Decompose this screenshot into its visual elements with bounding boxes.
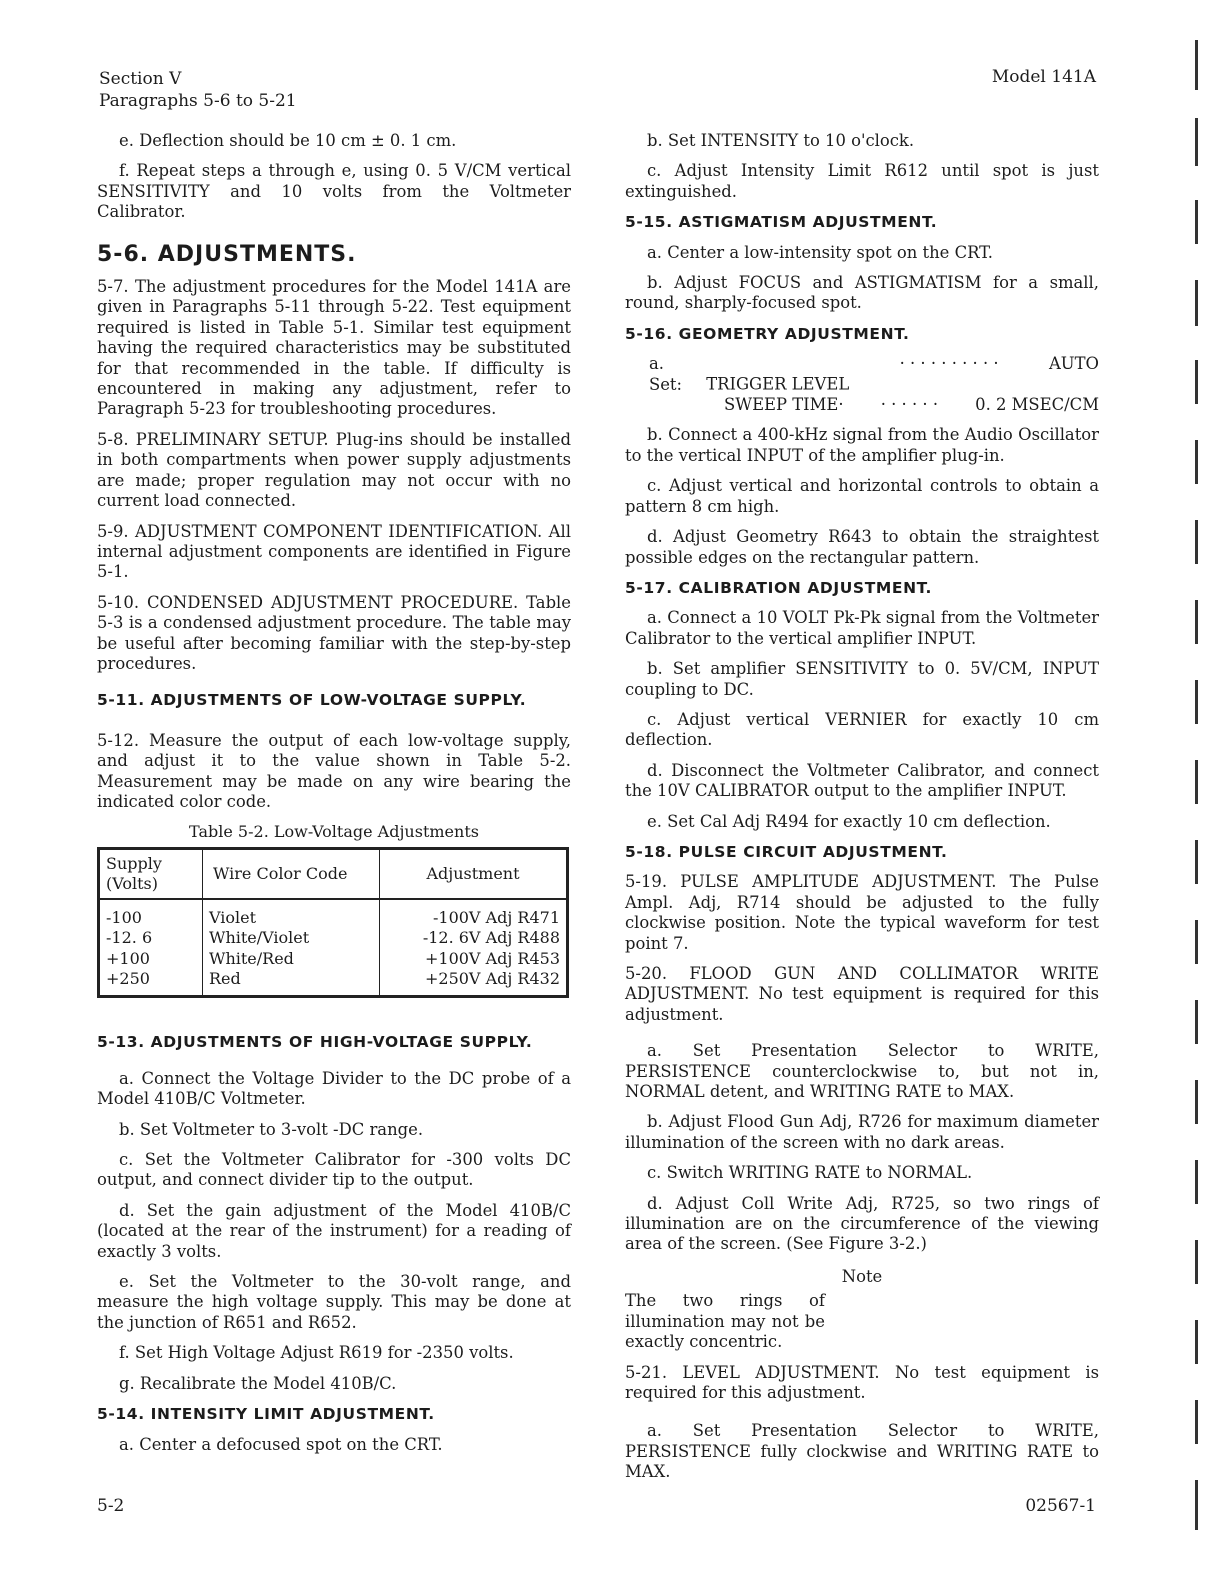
il-step-a: a. Center a defocused spot on the CRT.	[119, 1434, 443, 1454]
binding-mark	[1195, 1320, 1198, 1364]
cell-adjust: -12. 6V Adj R488	[380, 928, 568, 948]
low-voltage-table	[97, 847, 569, 999]
binding-mark	[1195, 920, 1198, 964]
heading-5-16: 5-16. GEOMETRY ADJUSTMENT.	[625, 324, 910, 343]
binding-mark	[1195, 840, 1198, 884]
cal-step-a: a. Connect a 10 VOLT Pk-Pk signal from the Voltmeter Calibrator to the vertical amplifier INPUT.	[625, 608, 1099, 648]
il-step-c: c. Adjust Intensity Limit R612 until spot is just extinguished.	[625, 161, 1099, 201]
cell-adjust: +250V Adj R432	[380, 969, 568, 997]
sweep-time-name: SWEEP TIME·	[724, 395, 844, 415]
as-step-b: b. Adjust FOCUS and ASTIGMATISM for a small, round, sharply-focused spot.	[625, 273, 1099, 313]
model-label: Model 141A	[991, 67, 1096, 87]
para-5-10: 5-10. CONDENSED ADJUSTMENT PROCEDURE. Table 5-3 is a condensed adjustment procedure. The table may be useful after becoming familiar with the step-by-step procedures.	[97, 592, 571, 673]
hv-step-f: f. Set High Voltage Adjust R619 for -2350 volts.	[119, 1343, 514, 1363]
binding-mark	[1195, 40, 1198, 90]
fg-step-c: c. Switch WRITING RATE to NORMAL.	[647, 1163, 973, 1183]
hv-step-a: a. Connect the Voltage Divider to the DC probe of a Model 410B/C Voltmeter.	[97, 1068, 571, 1109]
step-e-deflection: e. Deflection should be 10 cm ± 0. 1 cm.	[119, 131, 457, 150]
leader-dots: · · · · · ·	[880, 395, 939, 415]
cal-step-b: b. Set amplifier SENSITIVITY to 0. 5V/CM, INPUT coupling to DC.	[625, 659, 1099, 699]
para-5-21: 5-21. LEVEL ADJUSTMENT. No test equipment is required for this adjustment.	[625, 1362, 1099, 1402]
para-5-19: 5-19. PULSE AMPLITUDE ADJUSTMENT. The Pulse Ampl. Adj, R714 should be adjusted to the fully clockwise position. Note the typical waveform for test point 7.	[625, 872, 1099, 953]
sweep-time-value: 0. 2 MSEC/CM	[975, 395, 1099, 415]
hv-step-c: c. Set the Voltmeter Calibrator for -300 volts DC output, and connect divider tip to the output.	[97, 1150, 571, 1190]
hv-step-e: e. Set the Voltmeter to the 30-volt range, and measure the high voltage supply. This may be done at the junction of R651 and R652.	[97, 1272, 571, 1332]
table-header-row	[99, 848, 568, 899]
col-header-adjustment: Adjustment	[380, 848, 568, 899]
trigger-level-name: TRIGGER LEVEL	[706, 374, 850, 394]
para-5-20: 5-20. FLOOD GUN AND COLLIMATOR WRITE ADJUSTMENT. No test equipment is required for this adjustment.	[625, 964, 1099, 1024]
heading-5-6: 5-6. ADJUSTMENTS.	[97, 241, 357, 267]
heading-5-15: 5-15. ASTIGMATISM ADJUSTMENT.	[625, 213, 938, 232]
para-5-9: 5-9. ADJUSTMENT COMPONENT IDENTIFICATION. All internal adjustment components are identified in Figure 5-1.	[97, 521, 571, 582]
binding-mark	[1195, 760, 1198, 804]
left-column	[97, 131, 571, 1465]
hv-step-g: g. Recalibrate the Model 410B/C.	[119, 1373, 397, 1393]
binding-mark	[1195, 360, 1198, 404]
as-step-a: a. Center a low-intensity spot on the CRT.	[647, 242, 993, 262]
binding-mark	[1195, 280, 1198, 326]
cell-wire: Violet	[203, 899, 380, 928]
cell-adjust: -100V Adj R471	[380, 899, 568, 928]
heading-5-18: 5-18. PULSE CIRCUIT ADJUSTMENT.	[625, 842, 948, 861]
fg-step-d: d. Adjust Coll Write Adj, R725, so two rings of illumination are on the circumference of the viewing area of the screen. (See Figure 3-2.)	[625, 1193, 1099, 1254]
hv-step-d: d. Set the gain adjustment of the Model 410B/C (located at the rear of the instrument) for a reading of exactly 3 volts.	[97, 1200, 571, 1261]
hv-step-b: b. Set Voltmeter to 3-volt -DC range.	[119, 1119, 424, 1139]
table-row	[99, 949, 568, 969]
cell-supply: +100	[106, 948, 150, 968]
lv-step-a: a. Set Presentation Selector to WRITE, PERSISTENCE fully clockwise and WRITING RATE to MAX.	[625, 1421, 1099, 1482]
leader-dots: · · · · · · · · · ·	[899, 354, 999, 374]
page-header-left	[99, 68, 297, 112]
fg-step-a: a. Set Presentation Selector to WRITE, PERSISTENCE counterclockwise to, but not in, NORMAL detent, and WRITING RATE to MAX.	[625, 1041, 1099, 1102]
binding-mark	[1195, 200, 1198, 244]
cell-adjust: +100V Adj R453	[380, 949, 568, 969]
geometry-settings	[649, 354, 1099, 415]
binding-mark	[1195, 118, 1198, 166]
binding-mark	[1195, 1000, 1198, 1044]
heading-5-11: 5-11. ADJUSTMENTS OF LOW-VOLTAGE SUPPLY.	[97, 691, 527, 710]
table-row	[99, 969, 568, 997]
heading-5-13: 5-13. ADJUSTMENTS OF HIGH-VOLTAGE SUPPLY.	[97, 1033, 533, 1052]
binding-mark	[1195, 440, 1198, 484]
binding-mark	[1195, 1160, 1198, 1204]
cal-step-d: d. Disconnect the Voltmeter Calibrator, and connect the 10V CALIBRATOR output to the amplifier INPUT.	[625, 760, 1099, 801]
cell-wire: Red	[203, 969, 380, 997]
page-number: 5-2	[97, 1496, 125, 1516]
geo-step-b: b. Connect a 400-kHz signal from the Audio Oscillator to the vertical INPUT of the amplifier plug-in.	[625, 425, 1099, 465]
geo-step-c: c. Adjust vertical and horizontal controls to obtain a pattern 8 cm high.	[625, 476, 1099, 516]
setting-trigger-level	[649, 354, 1099, 395]
document-number: 02567-1	[1025, 1496, 1096, 1516]
para-5-8: 5-8. PRELIMINARY SETUP. Plug-ins should be installed in both compartments when power supply adjustments are made; proper regulation may not occur with no current load connected.	[97, 429, 571, 511]
paragraph-range: Paragraphs 5-6 to 5-21	[99, 91, 297, 111]
para-5-12: 5-12. Measure the output of each low-voltage supply, and adjust it to the value shown in Table 5-2. Measurement may be made on any wire bearing the indicated color code.	[97, 730, 571, 811]
setting-sweep-time	[649, 395, 1099, 415]
binding-mark	[1195, 1480, 1198, 1530]
cal-step-c: c. Adjust vertical VERNIER for exactly 10 cm deflection.	[625, 709, 1099, 750]
cell-supply: -100	[106, 907, 142, 927]
trigger-level-value: AUTO	[1048, 354, 1099, 374]
set-label: a. Set:	[649, 354, 683, 394]
table-row	[99, 928, 568, 948]
col-header-supply: Supply (Volts)	[99, 848, 203, 899]
cell-supply: +250	[106, 969, 150, 988]
geo-step-d: d. Adjust Geometry R643 to obtain the straightest possible edges on the rectangular pattern.	[625, 527, 1099, 567]
binding-mark	[1195, 600, 1198, 644]
cell-wire: White/Violet	[203, 928, 380, 948]
section-label: Section V	[99, 69, 182, 89]
step-f-repeat: f. Repeat steps a through e, using 0. 5 V/CM vertical SENSITIVITY and 10 volts from the Voltmeter Calibrator.	[97, 161, 571, 222]
note-body: The two rings of illumination may not be exactly concentric.	[625, 1291, 825, 1352]
binding-mark	[1195, 680, 1198, 724]
binding-mark	[1195, 1240, 1198, 1284]
fg-step-b: b. Adjust Flood Gun Adj, R726 for maximum diameter illumination of the screen with no dark areas.	[625, 1112, 1099, 1152]
binding-mark	[1195, 520, 1198, 564]
right-column	[625, 131, 1099, 1493]
cell-supply: -12. 6	[106, 928, 153, 948]
binding-mark	[1195, 1400, 1198, 1444]
il-step-b: b. Set INTENSITY to 10 o'clock.	[647, 131, 915, 150]
table-title: Table 5-2. Low-Voltage Adjustments	[189, 822, 479, 842]
heading-5-14: 5-14. INTENSITY LIMIT ADJUSTMENT.	[97, 1405, 435, 1424]
cell-wire: White/Red	[203, 949, 380, 969]
table-row	[99, 899, 568, 928]
heading-5-17: 5-17. CALIBRATION ADJUSTMENT.	[625, 578, 932, 597]
note-title: Note	[841, 1266, 883, 1286]
para-5-7: 5-7. The adjustment procedures for the Model 141A are given in Paragraphs 5-11 through 5-22. Test equipment required is listed in Table 5-1. Similar test equipment having the required characteristics may be substituted for that recommended in the table. If difficulty is encountered in making any adjustment, refer to Paragraph 5-23 for troubleshooting procedures.	[97, 277, 571, 419]
cal-step-e: e. Set Cal Adj R494 for exactly 10 cm deflection.	[647, 811, 1051, 831]
col-header-wire-color: Wire Color Code	[203, 848, 380, 899]
binding-mark	[1195, 1080, 1198, 1124]
